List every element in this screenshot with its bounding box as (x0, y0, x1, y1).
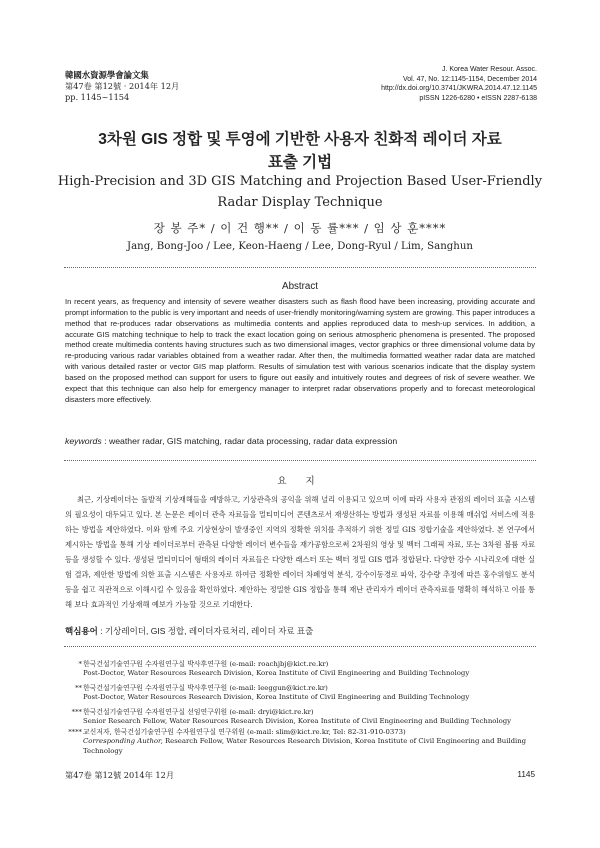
footnote-4 (65, 728, 555, 756)
title-english-line1: High-Precision and 3D GIS Matching and Projection Based User-Friendly (57, 174, 543, 189)
section-divider (64, 646, 536, 647)
title-korean-line1: 3차원 GIS 정합 및 투영에 기반한 사용자 친화적 레이더 자료 (98, 131, 502, 148)
keywords-ko-list: : 기상레이더, GIS 정합, 레이더자료처리, 레이더 자료 표출 (100, 626, 314, 636)
footnote-mark: *** (71, 708, 82, 716)
journal-pages: pp. 1145~1154 (65, 92, 130, 102)
page-number: 1145 (517, 770, 535, 779)
issn: pISSN 1226-6280 • eISSN 2287-6138 (419, 94, 537, 102)
journal-name-en: J. Korea Water Resour. Assoc. (441, 66, 537, 73)
footnote-ko: 한국건설기술연구원 수자원연구실 선임연구위원 (e-mail: dryi@kict.re.kr) (83, 708, 314, 716)
authors-english: Jang, Bong-Joo / Lee, Keon-Haeng / Lee, Dong-Ryul / Lim, Sanghun (127, 241, 473, 252)
footnote-en: Senior Research Fellow, Water Resources Research Division, Korea Institute of Civil Engineering and Building Technology (83, 717, 512, 726)
footnote-ko: 교신저자, 한국건설기술연구원 수자원연구실 연구위원 (e-mail: slim@kict.re.kr, Tel: 82-31-910-0373) (83, 728, 406, 736)
title-english-line2: Radar Display Technique (217, 195, 383, 210)
footnote-ko: 한국건설기술연구원 수자원연구실 박사후연구원 (e-mail: leeggun@kict.re.kr) (83, 684, 328, 692)
footnote-3 (65, 708, 555, 727)
footnote-ko: 한국건설기술연구원 수자원연구실 박사후연구원 (e-mail: roachjbj@kict.re.kr) (83, 660, 329, 668)
footer-volume: 第47卷 第12號 2014年 12月 (65, 770, 175, 780)
journal-name-ko: 韓國水資源學會論文集 (65, 70, 149, 80)
keywords-label: keywords (65, 436, 102, 446)
keywords-en (65, 436, 535, 446)
authors-korean: 장 봉 주* / 이 건 행** / 이 동 률*** / 임 상 훈**** (153, 221, 447, 235)
section-divider (64, 460, 536, 461)
footnote-mark: * (78, 660, 82, 668)
summary-heading-ko: 요 지 (277, 476, 323, 487)
footnote-en: Post-Doctor, Water Resources Research Division, Korea Institute of Civil Engineering and Building Technology (83, 669, 470, 678)
footnote-mark: ** (75, 684, 82, 692)
journal-volume-ko: 第47卷 第12號 · 2014年 12月 (65, 81, 180, 91)
title-korean (0, 128, 600, 174)
footnote-2 (65, 684, 555, 703)
title-korean-line2: 표출 기법 (267, 154, 333, 171)
keywords-list: : weather radar, GIS matching, radar data processing, radar data expression (104, 436, 398, 446)
doi-link[interactable]: http://dx.doi.org/10.3741/JKWRA.2014.47.12.1145 (381, 85, 537, 92)
corresponding-author-label: Corresponding Author, (83, 737, 163, 746)
section-divider (64, 267, 536, 268)
footnote-mark: **** (68, 728, 82, 736)
keywords-ko (65, 625, 313, 637)
footnote-1 (65, 660, 555, 679)
title-english (0, 171, 600, 213)
summary-body-ko (65, 492, 535, 612)
abstract-heading: Abstract (282, 281, 318, 292)
journal-volume-en: Vol. 47, No. 12:1145-1154, December 2014 (403, 75, 537, 83)
footnote-en: Research Fellow, Water Resources Research Division, Korea Institute of Civil Engineering and Building Technology (83, 737, 527, 755)
footnote-en: Post-Doctor, Water Resources Research Division, Korea Institute of Civil Engineering and Building Technology (83, 693, 470, 702)
journal-header-ko (65, 70, 179, 103)
journal-header-en (381, 65, 537, 103)
abstract-body: In recent years, as frequency and intensity of severe weather disasters such as flash flood have been increasing, providing accurate and prompt information to the public is very important and needs of user-friendly monitoring/warning system are growing. This paper introduces a method that re-produces radar observations as multimedia contents and applies reproduced data to mesh-up services. In addition, a accurate GIS matching technique to help to track the exact location going on serious atmospheric phenomena is presented. The proposed method create multimedia contents having structures such as two dimensional images, vector graphics or three dimensional volume data by re-producing various radar variables obtained from a weather radar. After then, the multimedia formatted weather radar data are matched with various detailed raster or vector GIS map platform. Results of simulation test with various scenarios indicate that the display system based on the proposed method can support for users to figure out easily and intuitively routes and degrees of risk of severe weather. We expect that this technique can also help for emergency manager to interpret radar observations properly and to forecast meteorological disasters more effectively. (65, 297, 535, 404)
summary-paragraph: 최근, 기상레이더는 돌발적 기상재해들을 예방하고, 기상관측의 공익을 위해 널리 이용되고 있으며 이에 따라 사용자 관점의 레이더 표출 시스템의 필요성이 대두되고 있다. 본 논문은 레이더 관측 자료들을 멀티미디어 콘텐츠로서 재생산하는 방법과 생성된 자료를 이용해 매쉬업 서비스에 적용하는 방법을 제안하였다. 이와 함께 주요 기상현상이 발생중인 지역의 정확한 위치를 추적하기 위한 정밀 GIS 정합기술을 제안하였다. 본 연구에서 제시하는 방법을 통해 기상 레이더로부터 관측된 다양한 레이더 변수들을 재가공함으로써 2차원의 영상 및 벡터 그래픽 자료, 또는 3차원 볼륨 자료 등을 생성할 수 있다. 생성된 멀티미디어 형태의 레이더 자료들은 다양한 래스터 또는 벡터 정밀 GIS 맵과 정합된다. 다양한 강수 시나리오에 대한 실험 결과, 제안한 방법에 의한 표출 시스템은 사용자로 하여금 정확한 레이더 차폐영역 분석, 강수이동경로 파악, 강수량 추정에 따른 홍수위험도 분석 등을 쉽고 직관적으로 이해시킬 수 있음을 확인하였다. 제안하는 정밀한 GIS 정합을 통해 재난 관리자가 레이더 관측자료를 명확히 해석하고 이를 통해 보다 효과적인 기상재해 예보가 가능할 것으로 기대한다. (65, 495, 535, 610)
keywords-ko-label: 핵심용어 (65, 626, 98, 636)
